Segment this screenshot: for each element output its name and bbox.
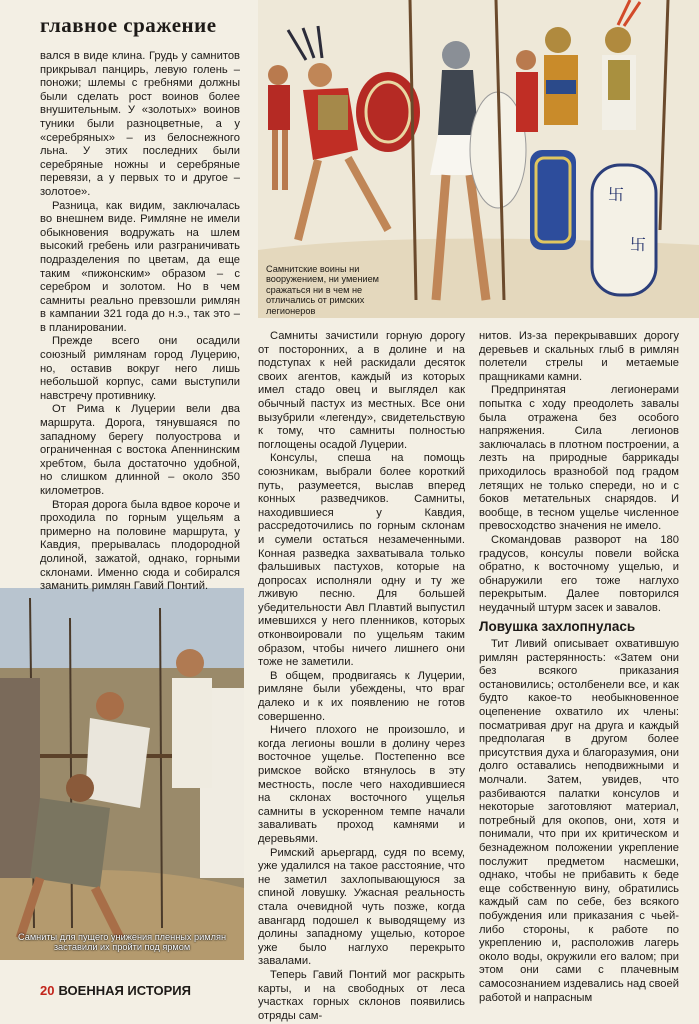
- page-footer: [40, 983, 191, 998]
- paragraph: Ничего плохого не произошло, и когда легионы вошли в долину через восточное ущелье. Постепенно все римское войско втянулось в эту местность, после чего находившиеся на склонах восточного ущелья самниты в ускоренном темпе начали заваливать проход камнями и деревьями.: [258, 724, 465, 845]
- text-column-1: [40, 50, 240, 594]
- paragraph: Тит Ливий описывает охватившую римлян растерянность: «Затем они без всякого приказания остановились; остолбенели все, и как будто какое-то необыкновенное оцепенение охватило их члены: посматривая друг на друга и каждый предполагая в другом более присутствия духа и благоразумия, они долго оставались неподвижными и молчали. Затем, увидев, что разбиваются палатки консулов и некоторые заготовляют материал, потребный для окопов, они, хотя и понимали, что при их критическом и безнадежном положении укрепление послужит предметом насмешки, однако, чтобы не прибавить к беде еще собственную вину, обратились каждый сам по себе, без всякого побуждения или приказания с чьей-либо стороны, к работе по укреплению и, расположив лагерь около воды, окружили его валом; при этом они сами с плачевным самосознанием издевались над своей работой и напрасным: [479, 638, 679, 1004]
- paragraph: От Рима к Луцерии вели два маршрута. Дорога, тянувшаяся по западному берегу полуострова и ограниченная с востока Апеннинским хребтом, была достаточно удобной, но слишком длинной – около 350 километров.: [40, 403, 240, 497]
- paragraph: Предпринятая легионерами попытка с ходу преодолеть завалы была отражена без особого напряжения. Сила легионов заключалась в плотном построении, а лезть на природные баррикады приходилось вразнобой под градом летящих не только спереди, но и с боков метательных снарядов. И вообще, в тесном ущелье численное превосходство значения не имело.: [479, 384, 679, 533]
- paragraph: Теперь Гавий Понтий мог раскрыть карты, и на свободных от леса участках горных склонов появились отряды сам-: [258, 968, 465, 1022]
- subheading: Ловушка захлопнулась: [479, 619, 636, 635]
- paragraph: В общем, продвигаясь к Луцерии, римляне были убеждены, что враг далеко и к их появлению не готов совершенно.: [258, 669, 465, 723]
- paragraph: нитов. Из-за перекрывавших дорогу деревьев и скальных глыб в римлян полетели стрелы и метаемые пращниками камни.: [479, 330, 679, 383]
- section-title: главное сражение: [40, 13, 217, 37]
- paragraph: Разница, как видим, заключалась во внешнем виде. Римляне не имели обыкновения водружать на шлем высокий гребень или разграничивать подразделения по цветам, да еще таким «пижонским» образом – с серебром и золотом. Но в чем самниты реально превзошли римлян в кампании 321 года до н.э., так это – в планировании.: [40, 199, 240, 334]
- paragraph: Консулы, спеша на помощь союзникам, выбрали более короткий путь, разумеется, выслав вперед конных разведчиков. Самниты, находившиеся у Кавдия, рассредоточились по горным склонам и сумели остаться незамеченными. Конная разведка захватывала только фальшивых пастухов, которые на допросах исполняли одну и ту же лживую песню. Для большей убедительности Авл Плавтий выпустил имевшихся у него пленников, которых отконвоировали по ущельям таким образом, чтобы ничего лишнего они тоже не заметили.: [258, 452, 465, 669]
- illustration-yoke: [0, 588, 244, 960]
- paragraph: Самниты зачистили горную дорогу от посторонних, а в долине и на подступах к ней раскидали десяток своих агентов, каждый из которых имел стадо овец и выглядел как обычный пастух из местных. Все они вызубрили «легенду», свидетельствую к тому, что самниты полностью поглощены осадой Луцерии.: [258, 330, 465, 451]
- paragraph: Прежде всего они осадили союзный римлянам город Луцерию, но, оставив вокруг него лишь небольшой корпус, сами выступили навстречу противнику.: [40, 335, 240, 402]
- paragraph: Римский арьергард, судя по всему, уже удалился на такое расстояние, что не заметил захлопывающуюся за спиной ловушку. Ужасная реальность стала очевидной чуть позже, когда авангард подошел к выводящему из долины западному ущелью, которое уже было наглухо перекрыто завалами.: [258, 846, 465, 968]
- paragraph: Скомандовав разворот на 180 градусов, консулы повели войска обратно, к восточному ущелью, и обнаружили его тоже наглухо перекрытым. Далее повторился неудачный штурм засек и завалов.: [479, 533, 679, 614]
- yoke-drawing: [0, 588, 244, 960]
- text-column-3: [479, 330, 679, 1005]
- page-number: 20: [40, 983, 55, 998]
- caption-samnite-warriors: Самнитские воины ни вооружением, ни умением сражаться ни в чем не отличались от римских легионеров: [266, 264, 379, 316]
- svg-text:卐: 卐: [608, 185, 625, 204]
- svg-text:卐: 卐: [630, 235, 647, 254]
- magazine-name: ВОЕННАЯ ИСТОРИЯ: [58, 983, 191, 998]
- paragraph: Вторая дорога была вдвое короче и проходила по горным ущельям а примерно на половине маршрута, у Кавдия, прерывалась плодородной долиной, зажатой, однако, горными склонами. Именно сюда и собирался заманить римлян Гавий Понтий.: [40, 498, 240, 593]
- text-column-2: [258, 330, 465, 1023]
- paragraph: вался в виде клина. Грудь у самнитов прикрывал панцирь, левую голень – поножи; шлемы с гребнями должны были сделать рост воинов более внушительным. У «золотых» воинов туники были разноцветные, а у «серебряных» – из белоснежного льна. У этих последних были серебряные ножны и серебряные перевязи, а у первых то и другое – золотое».: [40, 50, 240, 198]
- caption-yoke: Самниты для пущего унижения пленных римлян заставили их пройти под ярмом: [17, 932, 227, 953]
